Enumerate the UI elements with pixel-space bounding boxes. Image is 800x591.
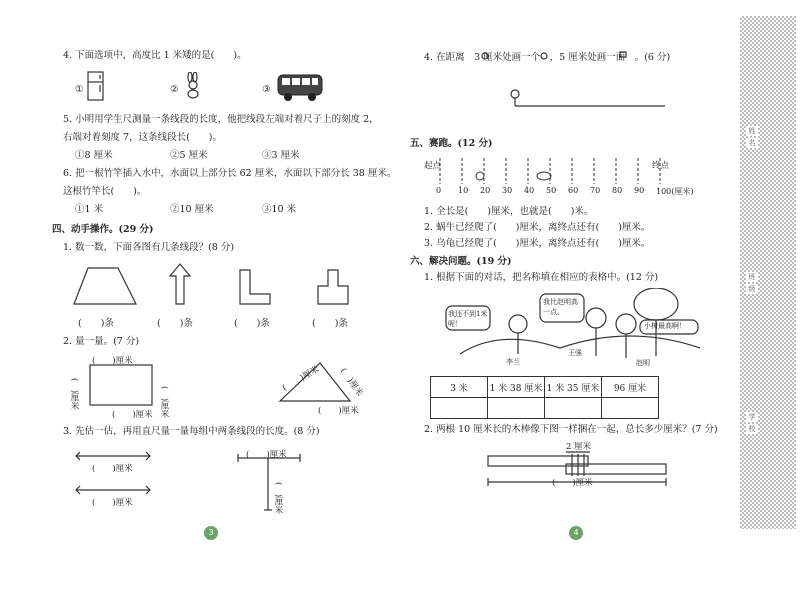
table-answer-cell[interactable] <box>431 398 488 419</box>
section4-title: 四、动手操作。(29 分) <box>52 224 154 235</box>
trapezoid-shape <box>74 268 136 304</box>
kid-name-zhaoming: 赵明 <box>636 359 650 367</box>
triangle-bottom-label[interactable]: ( )厘米 <box>318 406 359 416</box>
arrow-shape <box>170 264 190 304</box>
rect-left-label[interactable]: ( )厘米 <box>69 378 79 411</box>
table-header-cell: 1 米 35 厘米 <box>545 377 602 398</box>
q6-option-2: ②10 厘米 <box>170 204 214 215</box>
snail-icon <box>476 172 484 180</box>
count-answer-4[interactable]: ( )条 <box>312 318 348 329</box>
total-length-label[interactable]: ( )厘米 <box>552 478 593 488</box>
q5-option-3: ③3 厘米 <box>262 150 300 161</box>
q5-text-1: 5. 小明用学生尺测量一条线段的长度，他把线段左端对着尺子上的刻度 2， <box>63 114 379 125</box>
race-tick-labels <box>430 186 700 200</box>
q4-option-3: ③ <box>262 84 271 95</box>
race-tick-label: 80 <box>612 186 623 195</box>
triangle-right-label[interactable]: ( )厘米 <box>337 366 365 399</box>
rect-right-label[interactable]: ( )厘米 <box>159 386 169 419</box>
turtle-icon <box>537 172 551 180</box>
race-tick-label: 40 <box>524 186 535 195</box>
bubble-text-2: 我比赵明高一点。 <box>543 298 578 316</box>
q5-option-1: ①8 厘米 <box>75 150 113 161</box>
estimate-label-4[interactable]: ( )厘米 <box>273 482 283 515</box>
section5-q2: 2. 蜗牛已经爬了( )厘米，离终点还有( )厘米。 <box>424 222 651 233</box>
table-answer-cell[interactable] <box>488 398 545 419</box>
l-shape <box>240 270 270 304</box>
shapes-row <box>70 262 370 312</box>
race-start: 起点 <box>424 161 442 171</box>
estimate-label-3[interactable]: ( )厘米 <box>246 450 287 460</box>
estimate-label-1[interactable]: ( )厘米 <box>92 464 133 474</box>
flower-icon <box>482 53 488 59</box>
fridge-icon <box>86 70 106 102</box>
q4-text: 4. 下面选项中，高度比 1 米矮的是( )。 <box>63 50 247 61</box>
race-tick-label: 0 <box>436 186 442 195</box>
t-shape <box>318 270 348 304</box>
flower-icon <box>511 90 519 98</box>
bubble-text-1: 我还不到1米呢！ <box>448 310 488 328</box>
table-header-cell: 96 厘米 <box>602 377 659 398</box>
overlap-label: 2 厘米 <box>566 442 592 452</box>
table-answer-cell[interactable] <box>602 398 659 419</box>
table-header-cell: 1 米 38 厘米 <box>488 377 545 398</box>
table-answer-cell[interactable] <box>545 398 602 419</box>
draw-line <box>505 88 670 110</box>
race-tick-label: 100(厘米) <box>656 187 694 196</box>
section5-title: 五、赛跑。(12 分) <box>410 138 493 149</box>
count-answer-3[interactable]: ( )条 <box>234 318 270 329</box>
q4-option-1: ① <box>75 84 84 95</box>
rectangle-figure <box>90 365 152 405</box>
rect-top-label[interactable]: ( )厘米 <box>92 356 133 366</box>
kid-name-lilan: 李兰 <box>506 358 520 366</box>
section5-q1: 1. 全长是( )厘米，也就是( )米。 <box>424 206 594 217</box>
balloon-icon <box>541 53 547 59</box>
q6-option-1: ①1 米 <box>75 204 104 215</box>
count-answer-2[interactable]: ( )条 <box>157 318 193 329</box>
race-tick-label: 50 <box>546 186 557 195</box>
bus-icon <box>276 72 326 102</box>
section6-title: 六、解决问题。(19 分) <box>410 256 512 267</box>
flag-icon <box>620 52 626 57</box>
kid-wangqiang-head <box>586 308 606 328</box>
race-tick-label: 60 <box>568 186 579 195</box>
strip-class-label-2: 级 <box>746 284 758 294</box>
q6-option-3: ③10 米 <box>262 204 297 215</box>
strip-name-label: 姓 <box>746 126 758 136</box>
table-header-cell: 3 米 <box>431 377 488 398</box>
height-table <box>430 376 659 419</box>
section4-q3: 3. 先估一估，再用直尺量一量每组中两条线段的长度。(8 分) <box>63 426 320 437</box>
binding-strip <box>740 16 796 529</box>
q5-option-2: ②5 厘米 <box>170 150 208 161</box>
rabbit-icon <box>182 72 204 100</box>
strip-school-label-2: 校 <box>746 424 758 434</box>
page-number-right: 4 <box>569 526 583 540</box>
race-tick-label: 10 <box>458 186 469 195</box>
page-number-left: 3 <box>204 526 218 540</box>
strip-class-label: 班 <box>746 272 758 282</box>
q4-inline-icons <box>480 50 640 64</box>
strip-name-label-2: 名 <box>746 138 758 148</box>
section4-q2: 2. 量一量。(7 分) <box>63 336 140 347</box>
section6-q1: 1. 根据下面的对话，把名称填在相应的表格中。(12 分) <box>424 272 659 283</box>
kid-name-wangqiang: 王强 <box>568 349 582 357</box>
q6-text-2: 这根竹竿长( )。 <box>63 186 147 197</box>
race-tick-label: 70 <box>590 186 601 195</box>
estimate-label-2[interactable]: ( )厘米 <box>92 498 133 508</box>
right-q4-text: 4. 在距离 3 厘米处画一个 ，5 厘米处画一面 。(6 分) <box>424 52 671 63</box>
kid-zhaoming-head <box>616 314 636 334</box>
race-tick-label: 90 <box>634 186 645 195</box>
triangle-left-label[interactable]: ( )厘米 <box>280 364 321 394</box>
race-tick-label: 20 <box>480 186 491 195</box>
section5-q3: 3. 乌龟已经爬了( )厘米，离终点还有( )厘米。 <box>424 238 651 249</box>
rect-bottom-label[interactable]: ( )厘米 <box>112 410 153 420</box>
q6-text-1: 6. 把一根竹竿插入水中，水面以上部分长 62 厘米，水面以下部分长 38 厘米。 <box>63 168 397 179</box>
strip-school-label: 学 <box>746 412 758 422</box>
count-answer-1[interactable]: ( )条 <box>78 318 114 329</box>
kid-lilan-head <box>509 315 527 333</box>
race-end: 终点 <box>652 161 670 171</box>
section4-q1: 1. 数一数，下面各图有几条线段？(8 分) <box>63 242 235 253</box>
section6-q2: 2. 两根 10 厘米长的木棒像下图一样捆在一起，总长多少厘米？(7 分) <box>424 424 718 435</box>
bubble-text-3: 小树最高啊！ <box>644 322 686 330</box>
tree-crown <box>634 288 678 320</box>
q4-option-2: ② <box>170 84 179 95</box>
race-tick-label: 30 <box>502 186 513 195</box>
q5-text-2: 右端对着刻度 7，这条线段长( )。 <box>63 132 222 143</box>
